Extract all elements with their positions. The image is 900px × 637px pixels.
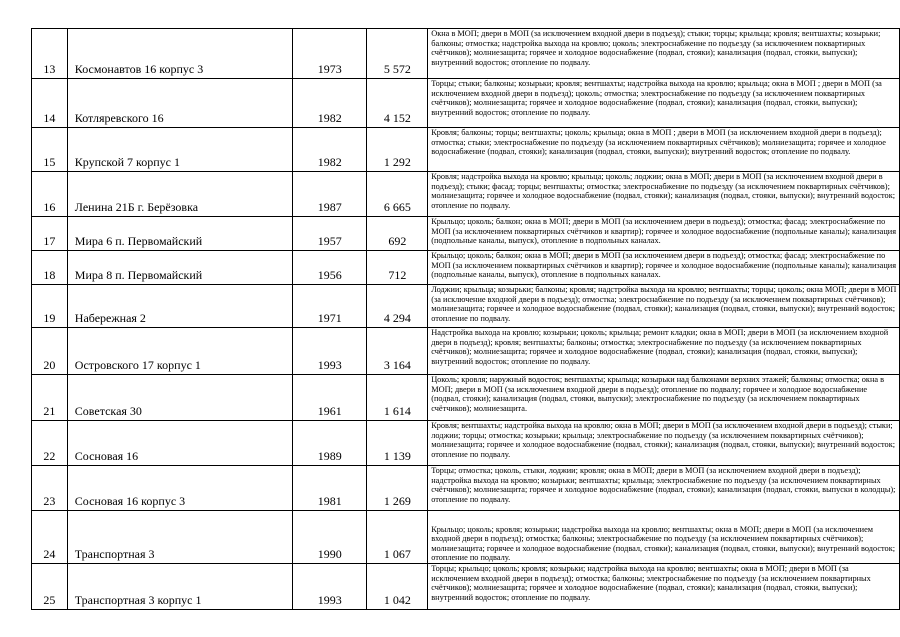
row-number: 18: [32, 251, 68, 285]
row-number: 22: [32, 421, 68, 466]
build-year: 1982: [293, 79, 367, 128]
row-number: 24: [32, 511, 68, 564]
row-number: 21: [32, 375, 68, 421]
repair-works: [428, 172, 900, 217]
building-address: Ленина 21Б г. Берёзовка: [67, 172, 292, 217]
table-row: [32, 217, 900, 251]
build-year: 1987: [293, 172, 367, 217]
building-area: 4 152: [367, 79, 428, 128]
building-area: 1 067: [367, 511, 428, 564]
table-row: [32, 466, 900, 511]
table-row: [32, 251, 900, 285]
repair-works: [428, 285, 900, 328]
repair-works: [428, 79, 900, 128]
repair-works-text: Крыльцо; цоколь; балкон; окна в МОП; двери в МОП (за исключением двери в подъезд); отмостка; фасад; электроснабжение по МОП (за исключением поквартирных счётчиков и квартир); горячее и холодное водоснабжение (подпольные каналы); канализация (подпольные каналы, выпуск), отопление в подпольных каналах.: [431, 251, 897, 280]
row-number: 25: [32, 564, 68, 610]
building-area: 3 164: [367, 328, 428, 375]
table-row: [32, 328, 900, 375]
row-number: 15: [32, 128, 68, 172]
table-row: [32, 511, 900, 564]
building-address: Транспортная 3: [67, 511, 292, 564]
repair-works: [428, 511, 900, 564]
building-address: Сосновая 16: [67, 421, 292, 466]
repair-works-text: Кровля; балконы; торцы; вентшахты; цоколь; крыльца; окна в МОП ; двери в МОП (за исключением входной двери в подъезд); отмостка; стыки; электроснабжение по подъезду (за исключением поквартирных счётчиков); молниезащита; горячее и холодное водоснабжение (подвал, стояки); канализация (подвал, стояки, выпуски); внутренний водосток; отопление по подвалу.: [431, 128, 886, 157]
building-area: 692: [367, 217, 428, 251]
repair-works: [428, 29, 900, 79]
table-row: [32, 79, 900, 128]
building-works-table: [31, 28, 900, 610]
building-address: Сосновая 16 корпус 3: [67, 466, 292, 511]
table-row: [32, 564, 900, 610]
repair-works: [428, 564, 900, 610]
table-body: [32, 29, 900, 610]
row-number: 19: [32, 285, 68, 328]
build-year: 1993: [293, 328, 367, 375]
repair-works: [428, 466, 900, 511]
repair-works-text: Окна в МОП; двери в МОП (за исключением входной двери в подъезд); стыки; торцы; крыльца; кровля; вентшахты; козырьки; балконы; отмостка; надстройка выхода на кровлю; цоколь; электроснабжение по подъезду (за исключением поквартирных счётчиков); молниезащита; горячее и холодное водоснабжение (подвал, стояки); канализация (подвал, стояки, выпуски); внутренний водосток; отопление по подвалу.: [431, 29, 881, 67]
repair-works-text: Торцы; крыльцо; цоколь; кровля; козырьки; надстройка выхода на кровлю; вентшахты; окна в МОП; двери в МОП (за исключением входной двери в подъезд); отмостка; балконы; электроснабжение по подъезду (за исключением поквартирных счётчиков); молниезащита; горячее и холодное водоснабжение (подвал, стояки); канализация (подвал, стояки, выпуски); внутренний водосток; отопление по подвалу.: [431, 564, 871, 602]
row-number: 14: [32, 79, 68, 128]
row-number: 23: [32, 466, 68, 511]
building-area: 712: [367, 251, 428, 285]
table-row: [32, 421, 900, 466]
repair-works-text: Крыльцо; цоколь; кровля; козырьки; надстройка выхода на кровлю; вентшахты; окна в МОП; двери в МОП (за исключением входной двери в подъезд); отмостка; балконы; электроснабжение по подъезду (за исключением поквартирных счётчиков); молниезащита; горячее и холодное водоснабжение (подвал, стояки); канализация (подвал, стояки, выпуски); внутренний водосток; отопление по подвалу.: [431, 524, 896, 563]
building-area: 5 572: [367, 29, 428, 79]
table-row: [32, 172, 900, 217]
build-year: 1982: [293, 128, 367, 172]
build-year: 1990: [293, 511, 367, 564]
row-number: 16: [32, 172, 68, 217]
table-row: [32, 375, 900, 421]
repair-works-text: Лоджии; крыльца; козырьки; балконы; кровля; надстройка выхода на кровлю; вентшахты; торцы; цоколь; окна МОП; двери в МОП (за исключение входной двери в подъезд); отмостка; электроснабжение по подъезду (за исключением поквартирных счётчиков); молниезащита; горячее и холодное водоснабжение (подвал, стояки); канализация (подвал, стояки, выпуски); внутренний водосток; отопление по подвалу.: [431, 285, 897, 323]
repair-works-text: Кровля; надстройка выхода на кровлю; крыльца; цоколь; лоджии; окна в МОП; двери в МОП (за исключением входной двери в подъезд); стыки; фасад; торцы; вентшахты; отмостка; электроснабжение по подъезду (за исключением поквартирных счётчиков); молниезащита; горячее и холодное водоснабжение (подвал, стояки); канализация (подвал, стояки, выпуски); внутренний водосток; отопление по подвалу.: [431, 172, 896, 210]
building-area: 1 139: [367, 421, 428, 466]
repair-works-text: Торцы; отмостка; цоколь, стыки, лоджии; кровля; окна в МОП; двери в МОП (за исключением входной двери в подъезд); надстройка выхода на кровлю; козырьки; вентшахты; крыльца; электроснабжение по подъезду (за исключением поквартирных счётчиков); молниезащита; горячее и холодное водоснабжение (подвал, стояки); канализация (подвал, стояки, выпуски в колодцы); отопление по подвалу.: [431, 466, 896, 504]
building-area: 1 269: [367, 466, 428, 511]
repair-works: [428, 421, 900, 466]
build-year: 1993: [293, 564, 367, 610]
repair-works: [428, 217, 900, 251]
building-area: 1 614: [367, 375, 428, 421]
building-address: Крупской 7 корпус 1: [67, 128, 292, 172]
building-address: Космонавтов 16 корпус 3: [67, 29, 292, 79]
build-year: 1956: [293, 251, 367, 285]
building-area: 4 294: [367, 285, 428, 328]
row-number: 20: [32, 328, 68, 375]
table-row: [32, 285, 900, 328]
repair-works: [428, 375, 900, 421]
building-address: Советская 30: [67, 375, 292, 421]
table-row: [32, 29, 900, 79]
building-address: Мира 8 п. Первомайский: [67, 251, 292, 285]
repair-works: [428, 328, 900, 375]
table-row: [32, 128, 900, 172]
build-year: 1957: [293, 217, 367, 251]
repair-works-text: Крыльцо; цоколь; балкон; окна в МОП; двери в МОП (за исключением двери в подъезд); отмостка; фасад; электроснабжение по МОП (за исключением поквартирных счётчиков и квартир); горячее и холодное водоснабжение (подпольные каналы); канализация (подпольные каналы, выпуск), отопление в подпольных каналах.: [431, 217, 897, 246]
row-number: 17: [32, 217, 68, 251]
building-area: 1 292: [367, 128, 428, 172]
build-year: 1989: [293, 421, 367, 466]
building-address: Островского 17 корпус 1: [67, 328, 292, 375]
row-number: 13: [32, 29, 68, 79]
repair-works-text: Цоколь; кровля; наружный водосток; вентшахты; крыльца; козырьки над балконами верхних этажей; балконы; отмостка; окна в МОП; двери в МОП (за исключением входной двери в подъезд); отопление по подвалу; горячее и холодное водоснабжение (подвал, стояки); канализация (подвал, стояки, выпуски); электроснабжение по подъезду (за исключением поквартирных счётчиков); молниезащита.: [431, 375, 885, 413]
building-address: Котляревского 16: [67, 79, 292, 128]
build-year: 1971: [293, 285, 367, 328]
repair-works: [428, 251, 900, 285]
repair-works-text: Надстройка выхода на кровлю; козырьки; цоколь; крыльца; ремонт кладки; окна в МОП; двери в МОП (за исключением входной двери в подъезд); кровля; вентшахты; балконы; отмостка; электроснабжение по подъезду (за исключением поквартирных счётчиков); молниезащита; горячее и холодное водоснабжение (подвал, стояки); канализация (подвал, стояки, выпуски); внутренний водосток; отопление по подвалу.: [431, 328, 889, 366]
building-address: Мира 6 п. Первомайский: [67, 217, 292, 251]
building-area: 6 665: [367, 172, 428, 217]
building-address: Набережная 2: [67, 285, 292, 328]
repair-works-text: Кровля; вентшахты; надстройка выхода на кровлю; окна в МОП; двери в МОП (за исключением входной двери в подъезд); стыки; лоджии; торцы; отмостка; козырьки; крыльца; электроснабжение по подъезду (за исключением поквартирных счётчиков); молниезащита; горячее и холодное водоснабжение (подвал, стояки); канализация (подвал, стояки, выпуски); внутренний водосток; отопление по подвалу.: [431, 421, 896, 459]
build-year: 1981: [293, 466, 367, 511]
repair-works-text: Торцы; стыки; балконы; козырьки; кровля; вентшахты; надстройка выхода на кровлю; крыльца; окна в МОП ; двери в МОП (за исключением входной двери в подъезд); цоколь; отмостка; электроснабжение по подъезду (за исключением поквартирных счётчиков); молниезащита; горячее и холодное водоснабжение (подвал, стояки); канализация (подвал, стояки, выпуски); внутренний водосток; отопление по подвалу.: [431, 79, 882, 117]
building-address: Транспортная 3 корпус 1: [67, 564, 292, 610]
building-area: 1 042: [367, 564, 428, 610]
repair-works: [428, 128, 900, 172]
build-year: 1973: [293, 29, 367, 79]
build-year: 1961: [293, 375, 367, 421]
